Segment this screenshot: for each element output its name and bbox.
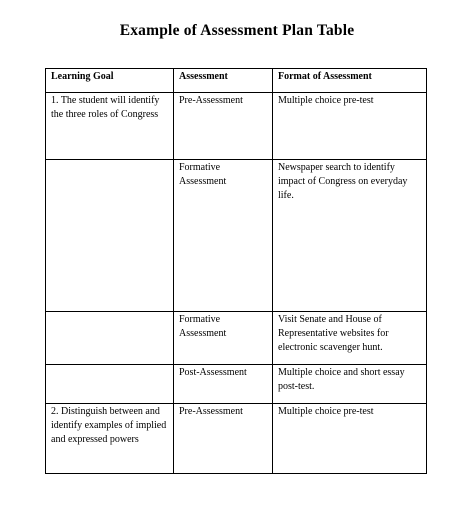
assessment-cell: Formative Assessment (174, 160, 273, 312)
format-cell: Multiple choice pre-test (273, 93, 427, 160)
assessment-plan-table (45, 68, 427, 474)
header-format-of-assessment: Format of Assessment (273, 69, 427, 93)
learning-goal-cell: 2. Distinguish between and identify examples of implied and expressed powers (46, 404, 174, 474)
table-row (46, 312, 427, 365)
table-row (46, 404, 427, 474)
assessment-cell: Pre-Assessment (174, 93, 273, 160)
learning-goal-cell: 1. The student will identify the three roles of Congress (46, 93, 174, 160)
learning-goal-cell (46, 365, 174, 404)
header-learning-goal: Learning Goal (46, 69, 174, 93)
format-cell: Visit Senate and House of Representative websites for electronic scavenger hunt. (273, 312, 427, 365)
table-row (46, 160, 427, 312)
table-row (46, 93, 427, 160)
format-cell: Multiple choice pre-test (273, 404, 427, 474)
table-header-row (46, 69, 427, 93)
header-assessment: Assessment (174, 69, 273, 93)
assessment-cell: Post-Assessment (174, 365, 273, 404)
table-row (46, 365, 427, 404)
document-title: Example of Assessment Plan Table (119, 22, 355, 39)
assessment-cell: Formative Assessment (174, 312, 273, 365)
learning-goal-cell (46, 160, 174, 312)
learning-goal-cell (46, 312, 174, 365)
assessment-cell: Pre-Assessment (174, 404, 273, 474)
format-cell: Multiple choice and short essay post-test. (273, 365, 427, 404)
format-cell: Newspaper search to identify impact of Congress on everyday life. (273, 160, 427, 312)
